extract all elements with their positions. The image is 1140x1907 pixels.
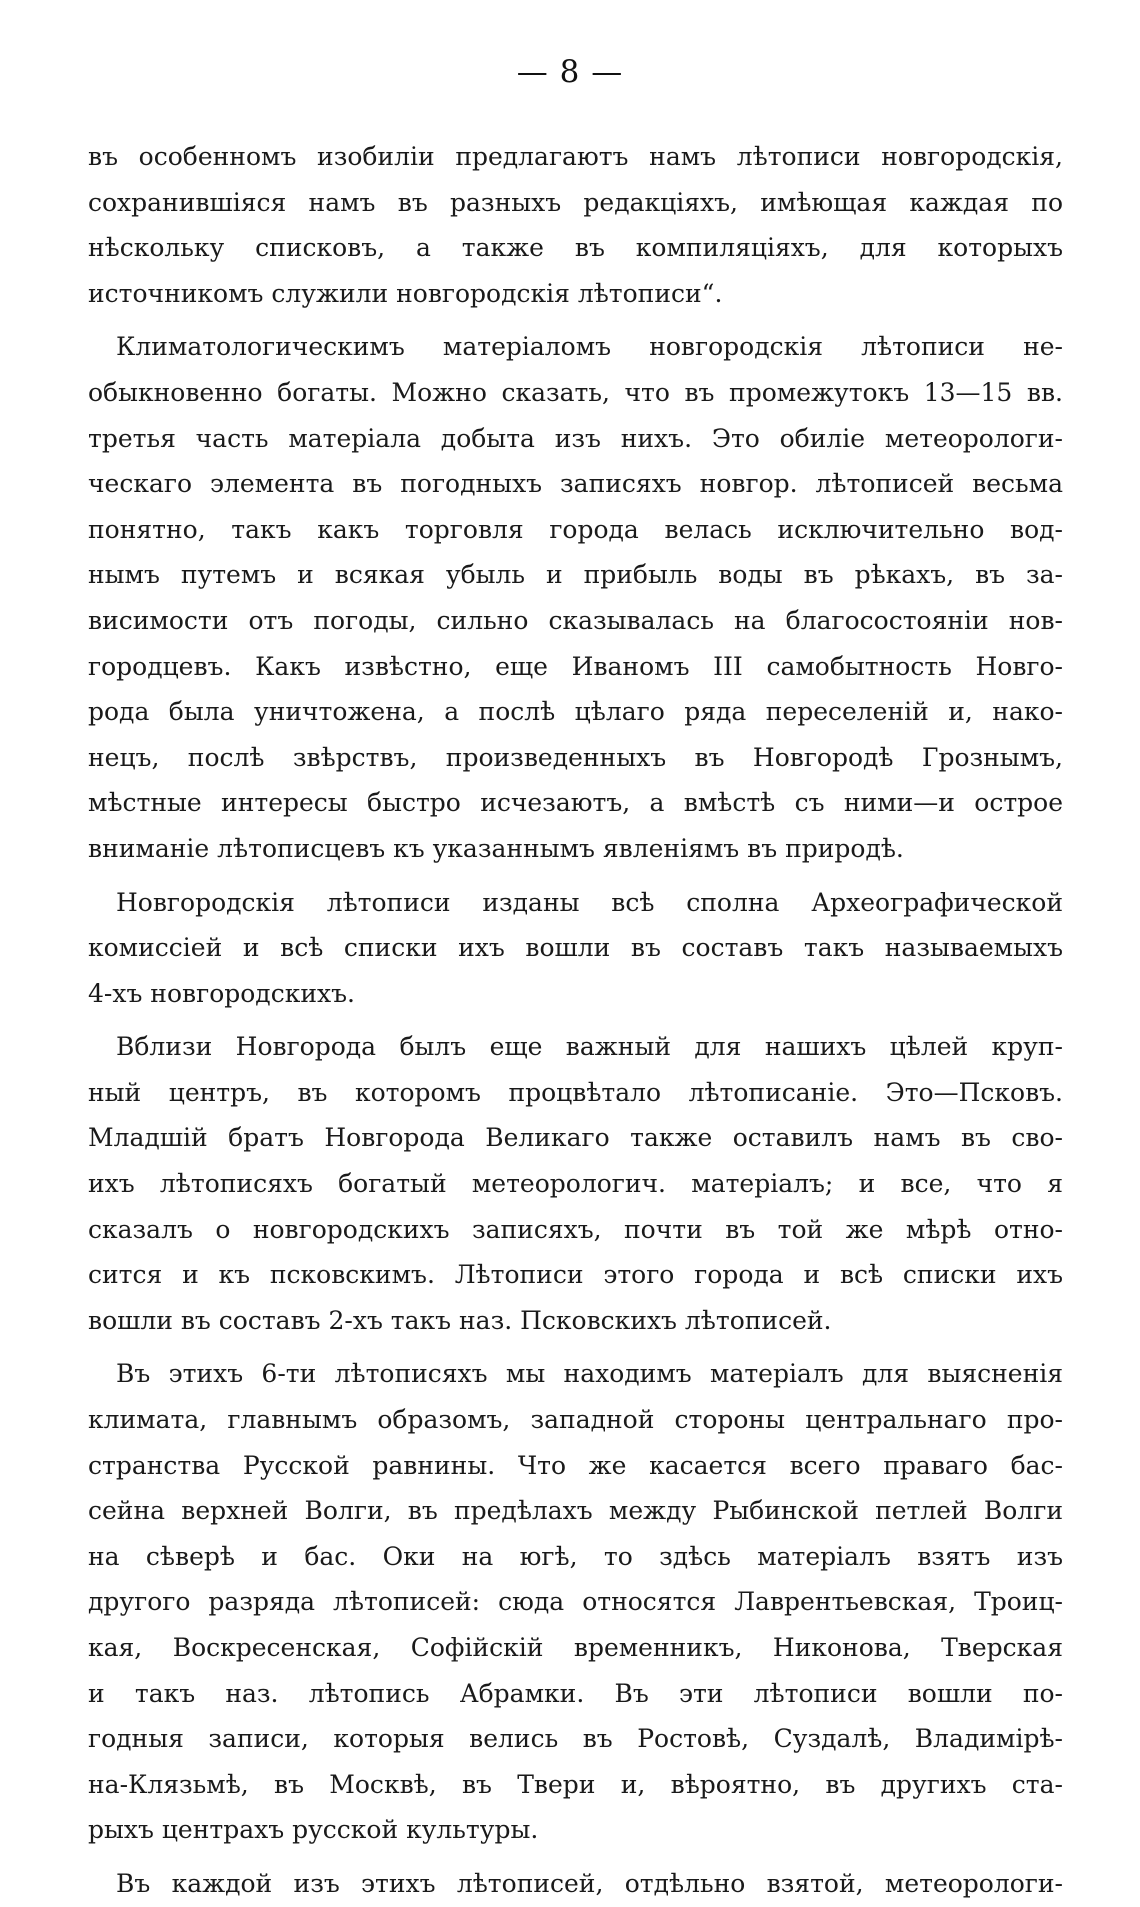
text-line: мѣстные интересы быстро исчезаютъ, а вмѣстѣ съ ними—и острое bbox=[88, 788, 1063, 818]
text-line: ихъ лѣтописяхъ богатый метеорологич. матеріалъ; и все, что я bbox=[88, 1169, 1063, 1199]
text-line: сохранившіяся намъ въ разныхъ редакціяхъ, имѣющая каждая по bbox=[88, 187, 1063, 217]
text-line: рыхъ центрахъ русской культуры. bbox=[88, 1815, 539, 1845]
text-line: на-Клязьмѣ, въ Москвѣ, въ Твери и, вѣроятно, въ другихъ ста- bbox=[88, 1769, 1063, 1799]
text-line: Вблизи Новгорода былъ еще важный для нашихъ цѣлей круп- bbox=[116, 1032, 1063, 1062]
text-line: Младшій братъ Новгорода Великаго также оставилъ намъ въ сво- bbox=[88, 1123, 1063, 1153]
paragraph bbox=[88, 1024, 1063, 1343]
body-text bbox=[88, 134, 1063, 1907]
page-number: — 8 — bbox=[516, 54, 624, 90]
text-line: третья часть матеріала добыта изъ нихъ. Это обиліе метеорологи- bbox=[88, 423, 1063, 453]
text-line: въ особенномъ изобиліи предлагаютъ намъ лѣтописи новгородскія, bbox=[88, 142, 1063, 171]
text-line: 4-хъ новгородскихъ. bbox=[88, 978, 355, 1008]
text-line: Климатологическимъ матеріаломъ новгородскія лѣтописи не- bbox=[116, 332, 1063, 362]
text-line: и такъ наз. лѣтопись Абрамки. Въ эти лѣтописи вошли по- bbox=[88, 1678, 1063, 1708]
text-line: комиссіей и всѣ списки ихъ вошли въ составъ такъ называемыхъ bbox=[88, 933, 1063, 963]
text-line: нымъ путемъ и всякая убыль и прибыль воды въ рѣкахъ, въ за- bbox=[88, 560, 1063, 590]
text-line: ный центръ, въ которомъ процвѣтало лѣтописаніе. Это—Псковъ. bbox=[88, 1077, 1063, 1107]
text-line: нецъ, послѣ звѣрствъ, произведенныхъ въ Новгородѣ Грознымъ, bbox=[88, 742, 1063, 772]
paragraph bbox=[88, 1861, 1063, 1907]
text-line: обыкновенно богаты. Можно сказать, что въ промежутокъ 13—15 вв. bbox=[88, 377, 1063, 407]
text-line: Въ этихъ 6-ти лѣтописяхъ мы находимъ матеріалъ для выясненія bbox=[116, 1359, 1063, 1389]
text-line: вниманіе лѣтописцевъ къ указаннымъ явленіямъ въ природѣ. bbox=[88, 833, 904, 863]
text-line: годныя записи, которыя велись въ Ростовѣ, Суздалѣ, Владимірѣ- bbox=[88, 1724, 1063, 1754]
text-line: источникомъ служили новгородскія лѣтописи“. bbox=[88, 278, 723, 308]
text-line: Въ каждой изъ этихъ лѣтописей, отдѣльно взятой, метеорологи- bbox=[116, 1868, 1063, 1898]
paragraph bbox=[88, 134, 1063, 316]
text-line: вошли въ составъ 2-хъ такъ наз. Псковскихъ лѣтописей. bbox=[88, 1305, 832, 1335]
paragraph bbox=[88, 880, 1063, 1017]
text-line: климата, главнымъ образомъ, западной стороны центральнаго про- bbox=[88, 1405, 1063, 1435]
text-line: сказалъ о новгородскихъ записяхъ, почти въ той же мѣрѣ отно- bbox=[88, 1214, 1063, 1244]
text-line: ческаго элемента въ погодныхъ записяхъ новгор. лѣтописей весьма bbox=[88, 469, 1063, 499]
text-line: на сѣверѣ и бас. Оки на югѣ, то здѣсь матеріалъ взятъ изъ bbox=[88, 1541, 1063, 1571]
text-line: странства Русской равнины. Что же касается всего праваго бас- bbox=[88, 1450, 1063, 1480]
text-line: висимости отъ погоды, сильно сказывалась на благосостояніи нов- bbox=[88, 605, 1063, 635]
paragraph bbox=[88, 324, 1063, 871]
text-line: понятно, такъ какъ торговля города велась исключительно вод- bbox=[88, 514, 1063, 544]
text-line: сится и къ псковскимъ. Лѣтописи этого города и всѣ списки ихъ bbox=[88, 1260, 1063, 1290]
text-line: Новгородскія лѣтописи изданы всѣ сполна Археографической bbox=[116, 887, 1063, 917]
paragraph bbox=[88, 1351, 1063, 1853]
text-line: кая, Воскресенская, Софійскій временникъ, Никонова, Тверская bbox=[88, 1633, 1063, 1662]
text-line: рода была уничтожена, а послѣ цѣлаго ряда переселеній и, нако- bbox=[88, 697, 1063, 727]
text-line: городцевъ. Какъ извѣстно, еще Иваномъ III самобытность Новго- bbox=[88, 651, 1063, 681]
text-line: сейна верхней Волги, въ предѣлахъ между Рыбинской петлей Волги bbox=[88, 1496, 1063, 1526]
text-line: другого разряда лѣтописей: сюда относятся Лаврентьевская, Троиц- bbox=[88, 1587, 1063, 1617]
text-line: нѣскольку списковъ, а также въ компиляціяхъ, для которыхъ bbox=[88, 233, 1063, 263]
